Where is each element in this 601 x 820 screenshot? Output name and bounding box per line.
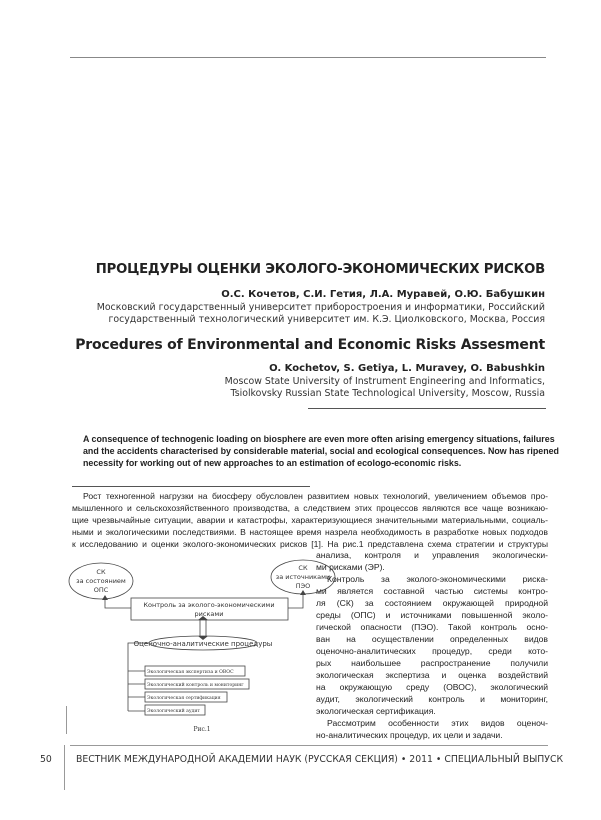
affiliation-ru — [97, 302, 545, 326]
footer-rule — [70, 745, 548, 746]
item-label: Экологический контроль и мониторинг — [147, 683, 244, 688]
body-line: щие чрезвычайные ситуации, аварии и катастрофы, характеризующиеся значительными материальными, социаль- — [72, 515, 548, 525]
journal-footer: ВЕСТНИК МЕЖДУНАРОДНОЙ АКАДЕМИИ НАУК (РУССКАЯ СЕКЦИЯ) • 2011 • СПЕЦИАЛЬНЫЙ ВЫПУСК — [76, 754, 564, 765]
connector-left — [105, 600, 131, 608]
procedures-label: Оценочно-аналитические процедуры — [133, 640, 273, 648]
body-line: но-аналитических процедур, их цели и задачи. — [316, 730, 503, 740]
body-line: аудит, экологический контроль и мониторинг, — [316, 694, 548, 704]
arrow-head-icon — [300, 590, 306, 595]
body-line: ми является составной частью системы контро- — [316, 586, 548, 596]
body-line: ными и экологическими последствиями. В настоящее время назрела необходимость в разработке новых подходов — [72, 527, 548, 537]
body-line: гической опасности (ПЭО). Такой контроль осно- — [316, 622, 548, 632]
article-title-en: Procedures of Environmental and Economic Risks Assesment — [75, 337, 545, 353]
body-line: к исследованию и оценки эколого-экономических рисков [1]. На рис.1 представлена схема стратегии и структуры — [72, 539, 548, 549]
figure-side-rule — [66, 706, 67, 734]
body-text — [72, 491, 548, 551]
item-label: Экологическая сертификация — [147, 696, 221, 701]
item-label: Экологический аудит — [147, 709, 200, 714]
affiliation-line: Московский государственный университет приборостроения и информатики, Российский — [96, 302, 545, 313]
arrow-head-icon — [198, 616, 208, 640]
body-column — [316, 550, 548, 742]
affiliation-line: государственный технологический университет им. К.Э. Циолковского, Москва, Россия — [108, 314, 545, 325]
affiliation-en — [225, 376, 545, 400]
arrow-head-icon — [102, 595, 108, 600]
body-line: ми рисками (ЭР). — [316, 562, 385, 572]
affiliation-rule — [308, 408, 546, 409]
right-oval-label: ПЭО — [295, 582, 311, 590]
abstract-rule — [72, 486, 310, 487]
top-rule — [70, 57, 546, 58]
figure-caption: Рис.1 — [193, 726, 211, 733]
authors-ru: О.С. Кочетов, С.И. Гетия, Л.А. Муравей, О.Ю. Бабушкин — [221, 289, 545, 300]
right-oval-label: СК — [298, 564, 308, 572]
body-line: среды (ОПС) и источниками повышенной эколо- — [316, 610, 548, 620]
main-box-label: рисками — [194, 610, 224, 618]
body-line: анализа, контроля и управления экологически- — [316, 550, 548, 560]
authors-en: O. Kochetov, S. Getiya, L. Muravey, O. Babushkin — [269, 363, 545, 374]
connector-right — [288, 595, 303, 608]
page-number: 50 — [40, 754, 52, 765]
body-line: оценочно-аналитических процедур, среди кото- — [316, 646, 548, 656]
footer-vertical-rule — [64, 745, 65, 790]
body-line: экологическая экспертиза и оценка воздействий — [316, 670, 548, 680]
item-label: Экологическая экспертиза и ОВОС — [147, 670, 234, 675]
right-oval-label: за источниками — [275, 573, 331, 581]
double-arrow-icon — [200, 620, 206, 636]
body-line: рых наибольшее распространение получили — [316, 658, 548, 668]
body-line: на окружающую среду (ОВОС), экологический — [316, 682, 548, 692]
abstract-line: A consequence of technogenic loading on biosphere are even more often arising emergency situations, failures — [83, 434, 555, 444]
body-line: экологическая сертификация. — [316, 706, 436, 716]
body-line: Рассмотрим особенности этих видов оценоч- — [327, 718, 548, 728]
bracket-lines — [128, 643, 149, 711]
affiliation-line: Moscow State University of Instrument Engineering and Informatics, — [224, 376, 545, 387]
left-oval-label: ОПС — [93, 586, 109, 594]
body-line: Рост техногенной нагрузки на биосферу обусловлен развитием новых технологий, увеличением объемов про- — [83, 491, 548, 501]
figure-1-diagram — [62, 558, 331, 738]
body-line: ля (СК) за состоянием окружающей природной — [316, 598, 548, 608]
left-oval-label: СК — [96, 568, 106, 576]
body-line: мышленного и сельскохозяйственного производства, а следствием этих процессов являются все чаще возникаю- — [72, 503, 548, 513]
left-oval-label: за состоянием — [76, 577, 126, 585]
article-title-ru: ПРОЦЕДУРЫ ОЦЕНКИ ЭКОЛОГО-ЭКОНОМИЧЕСКИХ РИСКОВ — [95, 262, 545, 277]
abstract — [83, 433, 559, 469]
abstract-line: necessity for working out of new approaches to an estimation of ecologo-economic risks. — [83, 458, 462, 468]
abstract-line: and the accidents characterised by considerable material, social and ecological consequences. Now has ripened — [83, 446, 559, 456]
affiliation-line: Tsiolkovsky Russian State Technological University, Moscow, Russia — [230, 388, 545, 399]
body-line: ван на осуществлении определенных видов — [316, 634, 548, 644]
body-line: Контроль за эколого-экономическими риска- — [327, 574, 548, 584]
main-box-label: Контроль за эколого-экономическими — [143, 601, 275, 609]
